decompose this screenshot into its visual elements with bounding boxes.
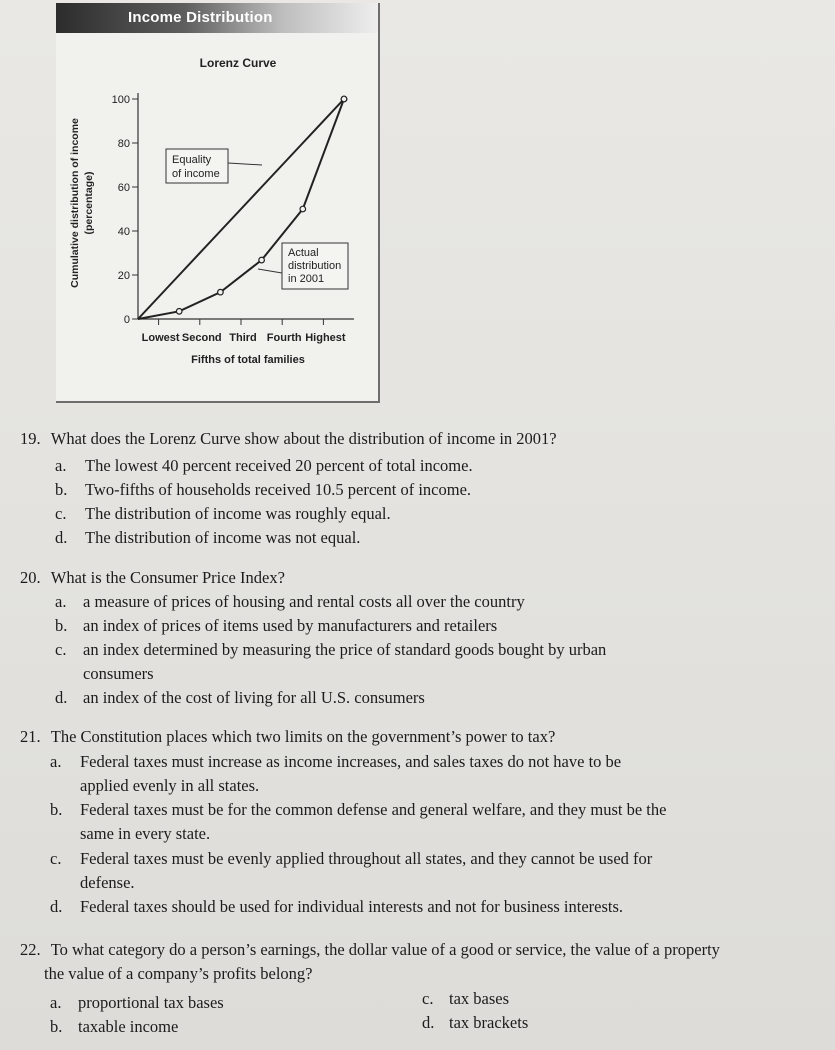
choice-letter: d. <box>50 897 63 916</box>
actual-annotation-text: distribution <box>288 260 342 272</box>
choice-letter: b. <box>55 616 68 635</box>
answer-choice[interactable] <box>55 456 473 476</box>
choice-text: proportional tax bases <box>78 993 224 1012</box>
y-tick-label: 80 <box>117 138 130 150</box>
equality-annotation-text: Equality <box>172 154 212 166</box>
choice-letter: d. <box>55 528 68 547</box>
data-point-actual <box>176 309 182 315</box>
data-point-equality <box>341 96 347 102</box>
y-tick-label: 20 <box>117 270 130 282</box>
question-number: 20. <box>20 568 41 587</box>
question-number: 19. <box>20 429 41 448</box>
choice-letter: a. <box>50 752 62 771</box>
question-stem <box>20 727 555 747</box>
x-axis-label: Fifths of total families <box>191 354 305 366</box>
actual-annotation-text: in 2001 <box>288 273 325 285</box>
lorenz-curve-chart <box>56 33 378 401</box>
answer-choice[interactable] <box>55 640 607 683</box>
x-tick-label: Second <box>181 332 222 344</box>
x-tick-label: Highest <box>305 332 346 344</box>
choice-letter: c. <box>50 849 62 868</box>
chart-title: Lorenz Curve <box>199 56 277 70</box>
answer-choice[interactable] <box>422 1013 529 1033</box>
answer-choice[interactable] <box>50 849 653 892</box>
y-tick-label: 100 <box>111 94 130 106</box>
choice-text: an index of prices of items used by manufacturers and retailers <box>83 616 498 635</box>
question-text-continued: the value of a company’s profits belong? <box>44 964 313 983</box>
choice-text: Two-fifths of households received 10.5 percent of income. <box>85 480 472 499</box>
choice-text-continued: consumers <box>83 664 154 683</box>
choice-text: The distribution of income was not equal. <box>85 528 361 547</box>
question-text: What does the Lorenz Curve show about the distribution of income in 2001? <box>50 429 557 448</box>
choice-letter: b. <box>50 1017 63 1036</box>
answer-choice[interactable] <box>55 480 472 500</box>
x-tick-label: Lowest <box>141 332 180 344</box>
choice-text: taxable income <box>78 1017 179 1036</box>
answer-choice[interactable] <box>55 528 361 548</box>
choice-letter: a. <box>55 592 67 611</box>
x-tick-label: Fourth <box>266 332 302 344</box>
equality-annotation-text: of income <box>172 168 220 180</box>
answer-choice[interactable] <box>50 993 224 1013</box>
choice-letter: c. <box>55 640 67 659</box>
answer-choice[interactable] <box>422 989 510 1009</box>
choice-text-continued: same in every state. <box>80 824 211 843</box>
question-number: 21. <box>20 727 41 746</box>
income-distribution-figure <box>56 3 380 403</box>
answer-choice[interactable] <box>55 688 425 708</box>
choice-text: Federal taxes must be for the common defense and general welfare, and they must be the <box>80 800 667 819</box>
choice-letter: a. <box>50 993 62 1012</box>
answer-choice[interactable] <box>55 616 498 636</box>
answer-choice[interactable] <box>50 1017 179 1037</box>
x-tick-label: Third <box>229 332 257 344</box>
choice-text: a measure of prices of housing and rental costs all over the country <box>83 592 525 611</box>
choice-text: an index of the cost of living for all U.S. consumers <box>83 688 425 707</box>
actual-annotation-pointer <box>258 269 282 273</box>
question-stem <box>20 940 720 960</box>
choice-letter: c. <box>55 504 67 523</box>
choice-text: an index determined by measuring the price of standard goods bought by urban <box>83 640 607 659</box>
choice-text: tax bases <box>449 989 510 1008</box>
choice-text: The lowest 40 percent received 20 percent of total income. <box>85 456 473 475</box>
choice-text-continued: applied evenly in all states. <box>80 776 260 795</box>
data-point-actual <box>218 289 224 295</box>
choice-text-continued: defense. <box>80 873 135 892</box>
answer-choice[interactable] <box>50 752 622 795</box>
question-stem <box>20 568 285 588</box>
y-tick-label: 0 <box>123 314 130 326</box>
question-text: To what category do a person’s earnings, the dollar value of a good or service, the value of a property <box>50 940 720 959</box>
actual-annotation-text: Actual <box>288 247 319 259</box>
choice-text: Federal taxes should be used for individual interests and not for business interests. <box>80 897 624 916</box>
question-text: What is the Consumer Price Index? <box>50 568 285 587</box>
choice-letter: a. <box>55 456 67 475</box>
answer-choice[interactable] <box>50 897 624 917</box>
choice-letter: b. <box>55 480 68 499</box>
data-point-actual <box>259 257 265 263</box>
answer-choice[interactable] <box>50 800 667 843</box>
question-number: 22. <box>20 940 41 959</box>
figure-header-bar <box>56 3 378 33</box>
choice-text: tax brackets <box>449 1013 529 1032</box>
choice-text: Federal taxes must be evenly applied throughout all states, and they cannot be used for <box>80 849 653 868</box>
question-stem <box>20 429 557 449</box>
choice-text: Federal taxes must increase as income increases, and sales taxes do not have to be <box>80 752 622 771</box>
data-point-actual <box>300 206 306 212</box>
choice-letter: c. <box>422 989 434 1008</box>
y-axis-label: Cumulative distribution of income (percentage) <box>69 118 95 288</box>
y-tick-label: 40 <box>117 226 130 238</box>
choice-letter: b. <box>50 800 63 819</box>
answer-choice[interactable] <box>55 592 525 612</box>
choice-letter: d. <box>422 1013 435 1032</box>
question-text: The Constitution places which two limits on the government’s power to tax? <box>50 727 556 746</box>
y-tick-label: 60 <box>117 182 130 194</box>
figure-title: Income Distribution <box>128 9 273 26</box>
answer-choice[interactable] <box>55 504 391 524</box>
choice-text: The distribution of income was roughly equal. <box>85 504 391 523</box>
choice-letter: d. <box>55 688 68 707</box>
equality-annotation-pointer <box>228 163 262 165</box>
